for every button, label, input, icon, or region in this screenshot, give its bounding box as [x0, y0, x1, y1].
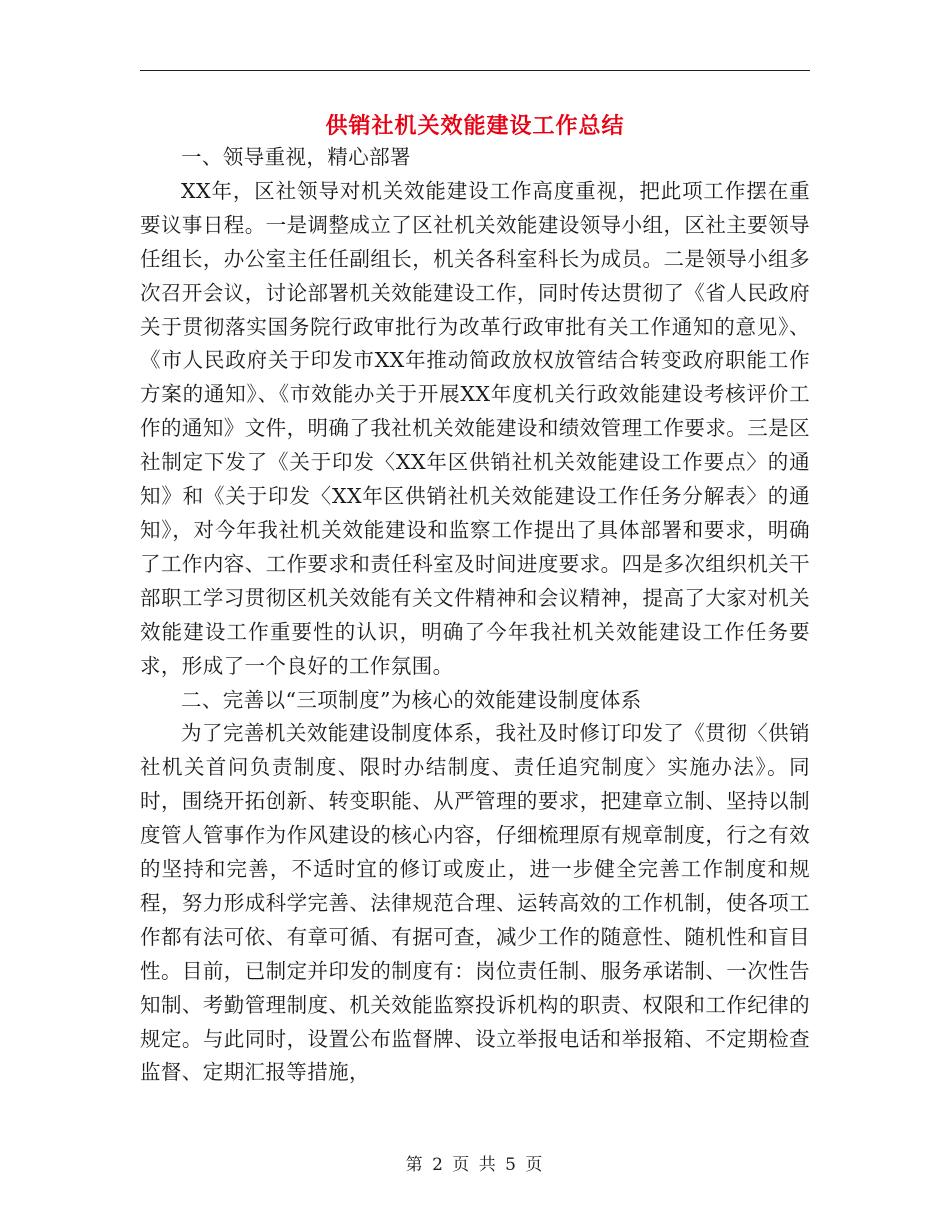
- page-footer: 第 2 页 共 5 页: [405, 1155, 545, 1175]
- section-heading-2: 二、完善以“三项制度”为核心的效能建设制度体系: [181, 687, 642, 712]
- header-rule: [140, 70, 810, 71]
- paragraph-1: XX年，区社领导对机关效能建设工作高度重视，把此项工作摆在重要议事日程。一是调整成立了区社机关效能建设领导小组，区社主要领导任组长，办公室主任任副组长，机关各科室科长为成员。二是领导小组多次召开会议，讨论部署机关效能建设工作，同时传达贯彻了《省人民政府关于贯彻落实国务院行政审批行为改革行政审批有关工作通知的意见》、《市人民政府关于印发市XX年推动简政放权放管结合转变政府职能工作方案的通知》、《市效能办关于开展XX年度机关行政效能建设考核评价工作的通知》文件，明确了我社机关效能建设和绩效管理工作要求。三是区社制定下发了《关于印发〈XX年区供销社机关效能建设工作要点〉的通知》和《关于印发〈XX年区供销社机关效能建设工作任务分解表〉的通知》，对今年我社机关效能建设和监察工作提出了具体部署和要求，明确了工作内容、工作要求和责任科室及时间进度要求。四是多次组织机关干部职工学习贯彻区机关效能有关文件精神和会议精神，提高了大家对机关效能建设工作重要性的认识，明确了今年我社机关效能建设工作任务要求，形成了一个良好的工作氛围。: [140, 178, 810, 678]
- document-title: 供销社机关效能建设工作总结: [325, 113, 625, 139]
- document-body: [140, 141, 810, 1090]
- paragraph-2: 为了完善机关效能建设制度体系，我社及时修订印发了《贯彻〈供销社机关首问负责制度、限时办结制度、责任追究制度〉实施办法》。同时，围绕开拓创新、转变职能、从严管理的要求，把建章立制、坚持以制度管人管事作为作风建设的核心内容，仔细梳理原有规章制度，行之有效的坚持和完善，不适时宜的修订或废止，进一步健全完善工作制度和规程，努力形成科学完善、法律规范合理、运转高效的工作机制，使各项工作都有法可依、有章可循、有据可查，减少工作的随意性、随机性和盲目性。目前，已制定并印发的制度有：岗位责任制、服务承诺制、一次性告知制、考勤管理制度、机关效能监察投诉机构的职责、权限和工作纪律的规定。与此同时，设置公布监督牌、设立举报电话和举报箱、不定期检查监督、定期汇报等措施，: [140, 721, 810, 1085]
- section-heading-1: 一、领导重视，精心部署: [181, 145, 411, 169]
